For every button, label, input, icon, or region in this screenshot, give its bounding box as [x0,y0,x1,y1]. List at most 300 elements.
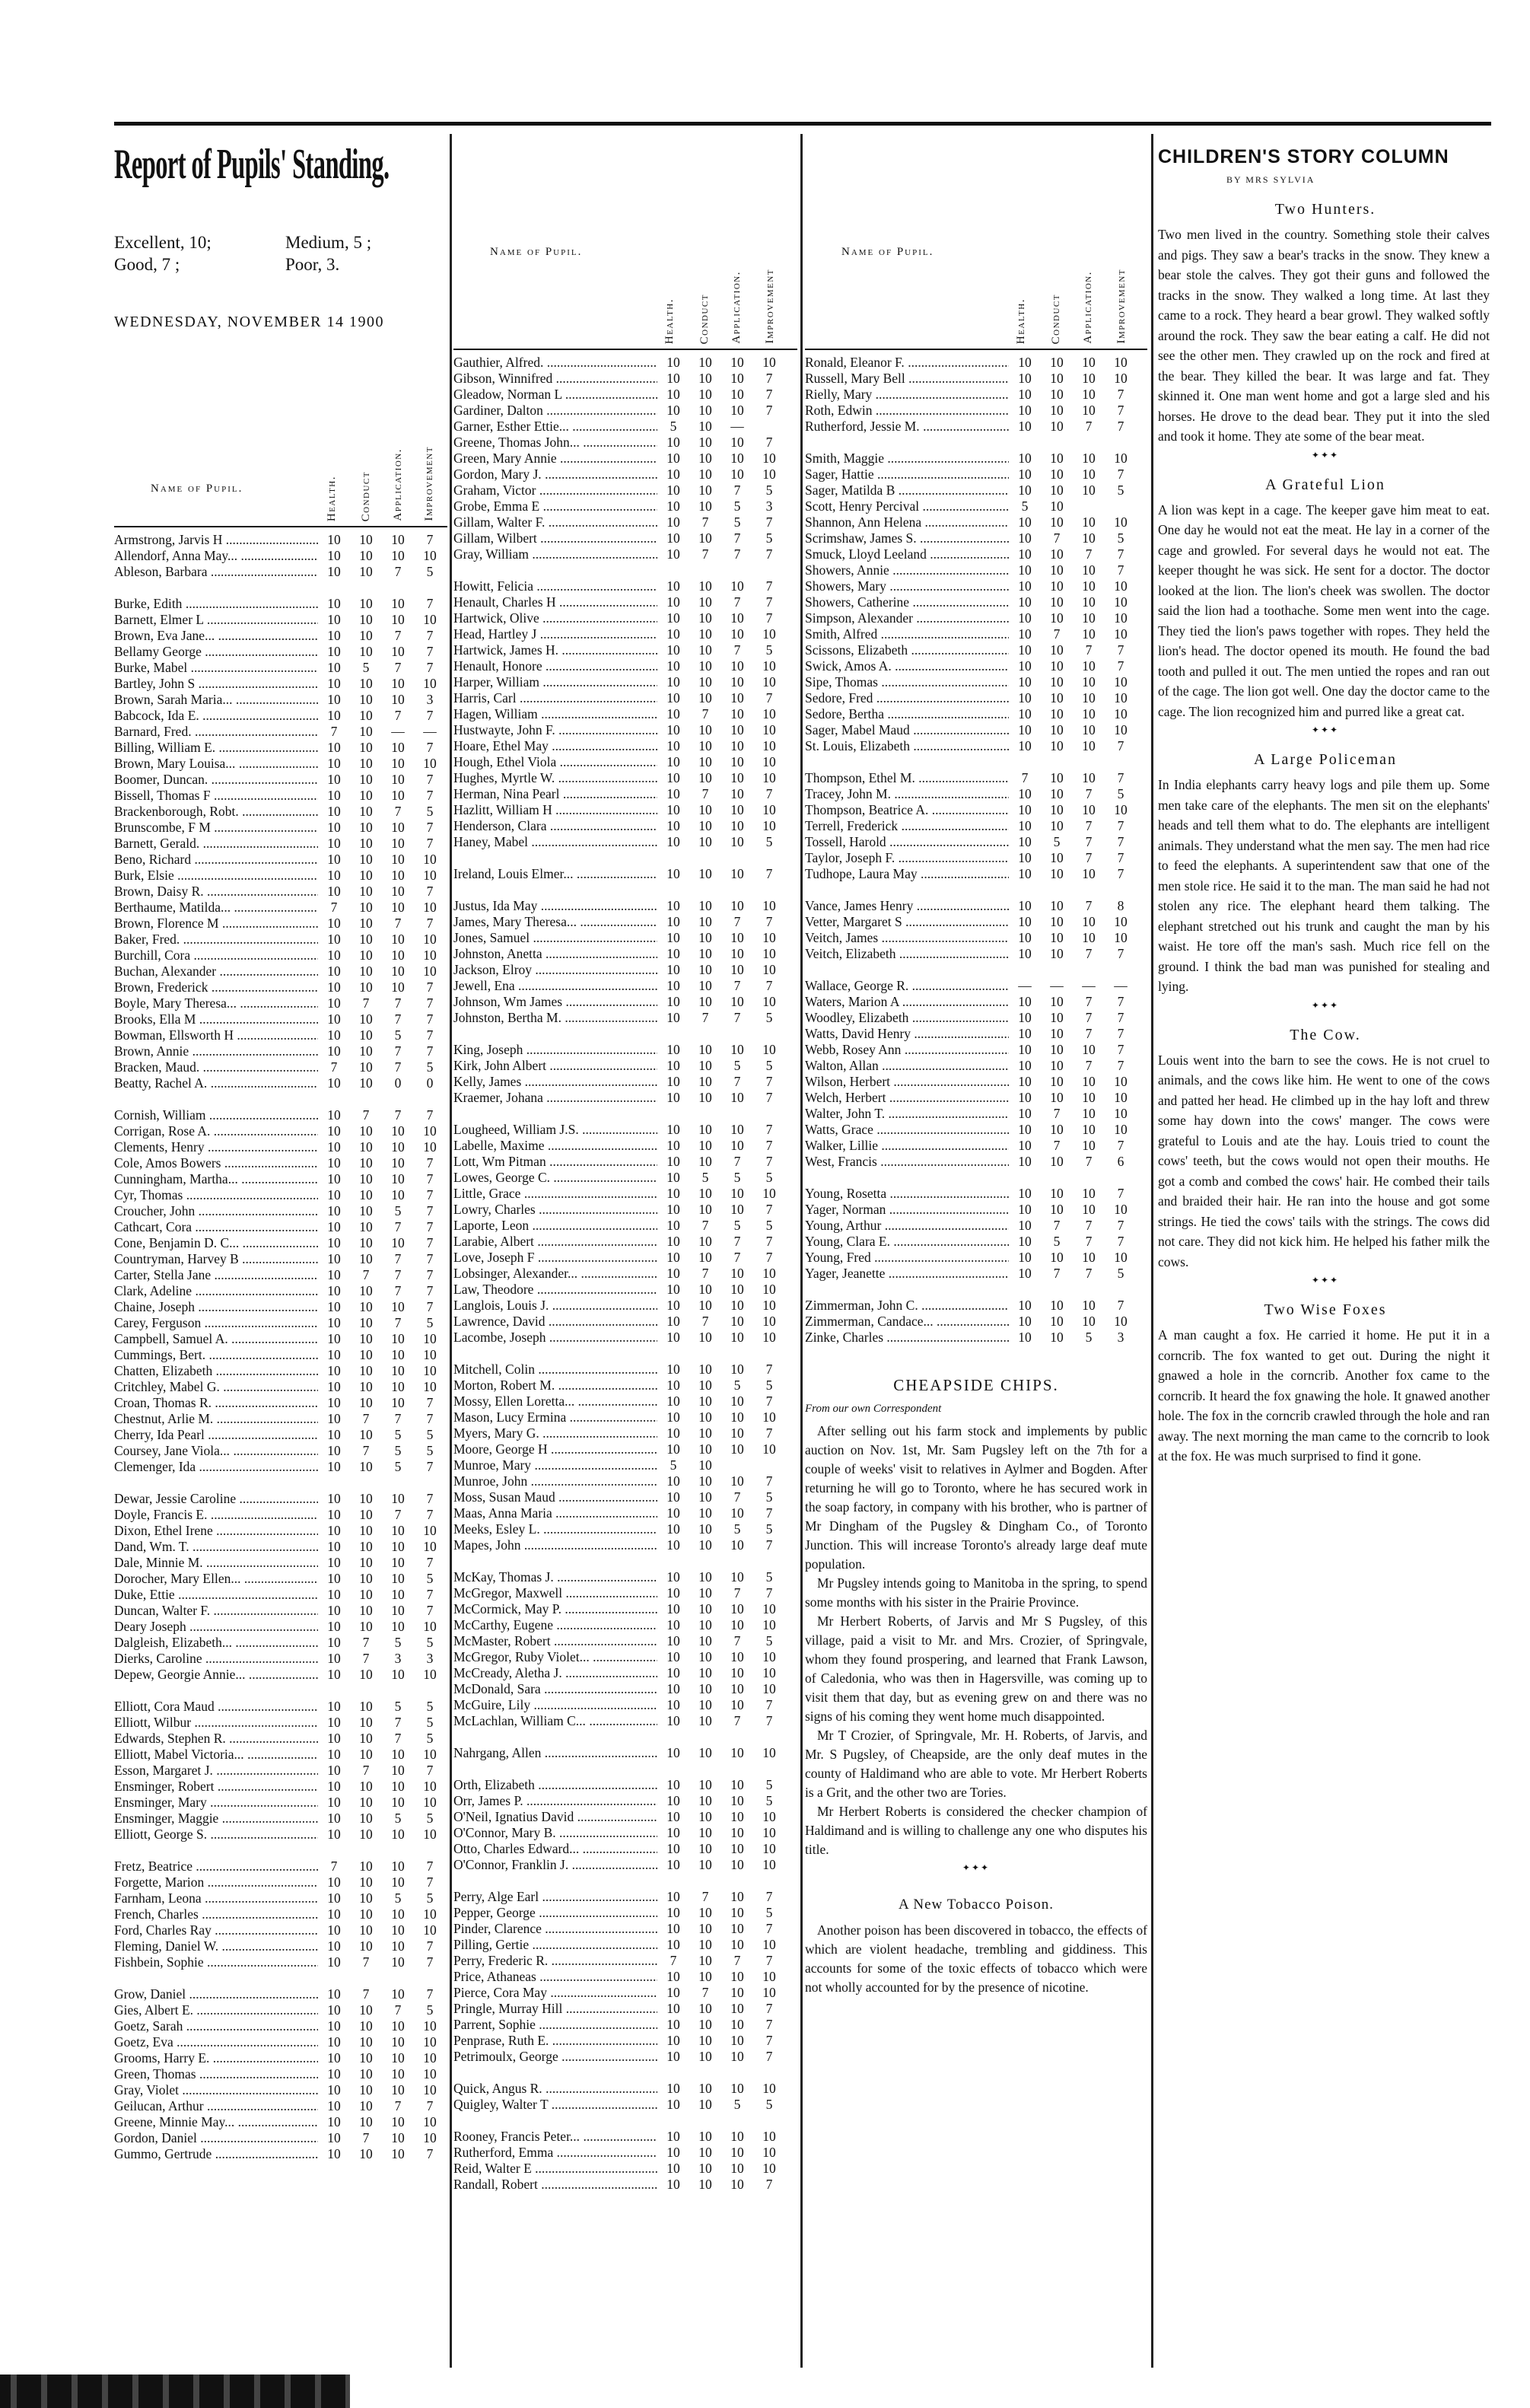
pupil-row [805,1026,1147,1042]
application-score: 10 [391,1779,405,1794]
application-score: 10 [730,1282,744,1297]
pupil-name: Lott, Wm Pitman ..... [453,1154,657,1170]
health-score: 10 [1018,1186,1032,1201]
pupil-name: Jones, Samuel ..... [453,930,657,946]
health-score: 10 [327,1299,341,1314]
improvement-score: 7 [426,1107,434,1123]
application-score: 10 [730,1777,744,1792]
health-score: 10 [666,818,680,833]
pupil-row [114,1779,447,1795]
improvement-score: 5 [1117,1266,1124,1281]
conduct-score: 10 [359,2146,373,2161]
conduct-score: 10 [698,2033,712,2048]
health-score: 10 [327,1587,341,1602]
application-score: 10 [730,658,744,674]
pupil-row [805,834,1147,850]
pupil-row [453,1090,797,1106]
improvement-score: 7 [426,916,434,931]
health-score: 10 [327,1395,341,1410]
pupil-name: Burk, Elsie ..... [114,868,318,884]
pupil-name: Grooms, Harry E. ..... [114,2050,318,2066]
pupil-row [453,658,797,674]
legend-medium: Medium, 5 ; [285,233,372,252]
conduct-score: 10 [359,1619,373,1634]
pupil-row [453,1633,797,1649]
pupil-row [453,1314,797,1330]
pupil-row [114,1427,447,1443]
pupil-row [114,1922,447,1938]
application-score: 7 [733,1585,741,1601]
conduct-score: 10 [698,1202,712,1217]
conduct-score: 10 [1050,1122,1064,1137]
pupil-row [453,451,797,467]
pupil-row [114,1667,447,1683]
application-score: 10 [730,1537,744,1553]
pupil-row [805,626,1147,642]
conduct-score: 10 [1050,610,1064,626]
pupil-row [114,948,447,964]
pupil-name: McCready, Aletha J. ..... [453,1665,657,1681]
application-score: 10 [730,1665,744,1680]
pupil-name: Wilson, Herbert ..... [805,1074,1009,1090]
improvement-score: 3 [1117,1330,1124,1345]
pupil-name: Gardiner, Dalton ..... [453,403,657,419]
application-score: 10 [391,1299,405,1314]
application-score: 10 [1082,355,1096,370]
conduct-score: 10 [359,884,373,899]
pupil-name: Young, Rosetta ..... [805,1186,1009,1202]
improvement-score: 7 [426,660,434,675]
improvement-score: — [1114,978,1128,993]
conduct-score: 10 [359,1427,373,1442]
improvement-score: 7 [426,1203,434,1218]
conduct-score: 7 [701,706,709,721]
health-score: 10 [666,1809,680,1824]
health-score: 10 [327,884,341,899]
health-score: 10 [666,786,680,801]
improvement-score: 7 [426,1299,434,1314]
pupil-name: Kirk, John Albert ..... [453,1058,657,1074]
application-score: 10 [730,706,744,721]
column-rule-3 [1151,134,1153,2368]
pupil-row [114,564,447,580]
pupil-row [453,738,797,754]
pupil-row [453,1489,797,1505]
pupil-row [114,1299,447,1315]
improvement-score: 10 [423,1523,437,1538]
pupil-row [805,1010,1147,1026]
conduct-score: 10 [698,1665,712,1680]
health-score: 10 [1018,802,1032,817]
application-score: 10 [1082,1250,1096,1265]
conduct-score: 10 [698,1921,712,1936]
pupil-row [114,644,447,660]
improvement-score: 7 [765,1713,773,1728]
pupil-row [453,1122,797,1138]
pupil-row [453,690,797,706]
health-score: 10 [666,371,680,386]
conduct-score: 10 [359,1906,373,1922]
improvement-score: 5 [1117,786,1124,801]
improvement-score: 10 [762,1266,776,1281]
conduct-score: 10 [1050,706,1064,721]
improvement-score: 10 [762,626,776,642]
pupil-name: Sedore, Bertha ..... [805,706,1009,722]
conduct-score: 10 [359,1938,373,1954]
conduct-score: 10 [698,1473,712,1489]
conduct-score: 10 [698,898,712,913]
pupil-row [114,2146,447,2162]
conduct-score: 10 [1050,690,1064,706]
pupil-row [453,1809,797,1825]
health-score: 10 [1018,1058,1032,1073]
health-score: 10 [327,916,341,931]
conduct-score: 10 [698,1841,712,1856]
health-score: 10 [327,708,341,723]
pupil-row [114,1235,447,1251]
application-score: 7 [394,708,402,723]
conduct-score: 10 [359,1667,373,1682]
conduct-score: 10 [359,1347,373,1362]
health-score: — [1018,978,1032,993]
health-score: 10 [666,626,680,642]
pupil-row [114,708,447,724]
conduct-score: 10 [359,1587,373,1602]
pupil-row [453,1937,797,1953]
health-score: 10 [327,1379,341,1394]
health-score: 10 [666,1489,680,1505]
pupil-name: James, Mary Theresa... ..... [453,914,657,930]
application-score: 7 [394,1107,402,1123]
application-score: 5 [394,1699,402,1714]
improvement-score: 10 [423,1922,437,1938]
pupil-name: Kelly, James ..... [453,1074,657,1090]
pupil-row [453,1298,797,1314]
pupil-row [805,562,1147,578]
pupil-row [805,1298,1147,1314]
application-score: 10 [730,435,744,450]
application-score: 10 [730,1793,744,1808]
pupil-name: Simpson, Alexander ..... [805,610,1009,626]
pupil-name: Smith, Alfred ..... [805,626,1009,642]
application-score: 10 [730,1681,744,1696]
pupil-row [805,498,1147,514]
health-score: 10 [1018,514,1032,530]
pupil-name: Campbell, Samuel A. ..... [114,1331,318,1347]
improvement-score: 10 [1114,514,1128,530]
health-score: 10 [666,1122,680,1137]
health-score: 10 [1018,834,1032,849]
application-score: 7 [1085,1218,1093,1233]
conduct-score: 10 [698,722,712,737]
pupil-row [805,1058,1147,1074]
pupil-name: West, Francis ..... [805,1154,1009,1170]
application-score: 10 [730,994,744,1009]
conduct-score: 10 [698,1537,712,1553]
health-score: 10 [327,1075,341,1091]
improvement-score: 7 [426,995,434,1011]
pupil-name: Webb, Rosey Ann ..... [805,1042,1009,1058]
application-score: 10 [1082,914,1096,929]
chips-paragraph: After selling out his farm stock and implements by public auction on Nov. 1st, Mr. Sam Pugsley left on the 7th for a couple of weeks' visit to relatives in Aylmer and Bogden. After returning he will go to Toronto, where he has secured work in the soap factory, in company with his brother, who is partner of Mr Dingham of the Pugsley & Dingham Co., of Toronto Junction. This will increase Toronto's already large deaf mute population. [805,1423,1147,1572]
health-score: 10 [666,642,680,658]
conduct-score: 10 [698,1282,712,1297]
conduct-score: 10 [698,1569,712,1585]
application-score: 7 [1085,834,1093,849]
improvement-score: 7 [426,1555,434,1570]
improvement-score: 7 [765,1537,773,1553]
health-score: 10 [327,1507,341,1522]
pupil-name: Lobsinger, Alexander... ..... [453,1266,657,1282]
application-score: 10 [730,626,744,642]
improvement-score: 7 [765,1202,773,1217]
pupil-row [453,1889,797,1905]
application-score: 10 [730,1809,744,1824]
pupil-row [805,642,1147,658]
pupil-name: Orth, Elizabeth ..... [453,1777,657,1793]
conduct-score: 10 [359,979,373,995]
application-score: 7 [733,594,741,610]
pupil-row [453,2161,797,2177]
application-score: 10 [730,403,744,418]
application-score: 10 [391,1395,405,1410]
health-score: 10 [666,1441,680,1457]
pupil-row [453,1378,797,1394]
pupil-row [114,756,447,772]
pupil-row [114,1811,447,1827]
health-score: 10 [666,594,680,610]
conduct-score: 5 [362,660,370,675]
improvement-score: 10 [1114,610,1128,626]
application-score: 7 [1085,1026,1093,1041]
application-score: 10 [391,756,405,771]
improvement-score: 5 [765,642,773,658]
conduct-score: 10 [359,1363,373,1378]
pupil-name: Forgette, Marion ..... [114,1874,318,1890]
application-score: 5 [394,1427,402,1442]
application-score: 10 [391,1859,405,1874]
header-rule [114,526,447,527]
application-score: 10 [730,1314,744,1329]
conduct-score: 10 [698,2145,712,2160]
conduct-score: 10 [698,371,712,386]
pupil-row [114,2050,447,2066]
application-score: 7 [733,1154,741,1169]
improvement-score: 7 [426,1283,434,1298]
header-application: Application. [392,448,404,521]
pupil-name: Carey, Ferguson ..... [114,1315,318,1331]
health-score: 10 [327,756,341,771]
pupil-name: Farnham, Leona ..... [114,1890,318,1906]
pupil-row [453,1218,797,1234]
pupil-name: Elliott, Mabel Victoria... ..... [114,1747,318,1763]
application-score: 10 [730,1122,744,1137]
conduct-score: 10 [698,1457,712,1473]
pupil-row [453,371,797,387]
application-score: 7 [733,1010,741,1025]
improvement-score: 10 [762,1937,776,1952]
conduct-score: 10 [698,866,712,881]
pupil-row [114,1363,447,1379]
conduct-score: 10 [698,1090,712,1105]
application-score: 7 [394,564,402,579]
health-score: 10 [1018,562,1032,578]
pupil-name: Burke, Mabel ..... [114,660,318,676]
conduct-score: 10 [698,1809,712,1824]
improvement-score: 10 [762,802,776,817]
pupil-name: Johnson, Wm James ..... [453,994,657,1010]
application-score: 7 [394,2002,402,2018]
improvement-score: 7 [426,772,434,787]
application-score: 7 [733,978,741,993]
conduct-score: 10 [1050,467,1064,482]
pupil-row [453,722,797,738]
pupil-name: Chatten, Elizabeth ..... [114,1363,318,1379]
application-score: 10 [730,770,744,785]
header-conduct: Conduct [1050,293,1062,344]
improvement-score: 7 [765,2049,773,2064]
improvement-score: 10 [762,1969,776,1984]
improvement-score: 3 [765,498,773,514]
conduct-score: 10 [359,2082,373,2097]
application-score: 10 [391,1331,405,1346]
improvement-score: 10 [423,868,437,883]
application-score: 10 [730,1937,744,1952]
pupil-name: Moss, Susan Maud ..... [453,1489,657,1505]
pupil-name: Boyle, Mary Theresa... ..... [114,995,318,1011]
improvement-score: 10 [1114,1202,1128,1217]
pupil-row [114,1954,447,1970]
improvement-score: 7 [1117,1026,1124,1041]
application-score: 7 [733,530,741,546]
pupil-name: Deary Joseph ..... [114,1619,318,1635]
pupil-row [805,738,1147,754]
pupil-row [805,770,1147,786]
application-score: 7 [733,1250,741,1265]
conduct-score: 10 [359,948,373,963]
health-score: 10 [1018,355,1032,370]
improvement-score: 10 [423,1795,437,1810]
pupil-name: Justus, Ida May ..... [453,898,657,914]
pupil-name: Green, Thomas ..... [114,2066,318,2082]
pupil-name: Sedore, Fred ..... [805,690,1009,706]
conduct-score: 10 [359,1283,373,1298]
application-score: 7 [394,995,402,1011]
improvement-score: 10 [423,900,437,915]
pupil-row [453,1953,797,1969]
conduct-score: 7 [701,1218,709,1233]
improvement-score: 7 [1117,467,1124,482]
health-score: 10 [666,1937,680,1952]
header-conduct: Conduct [360,470,372,521]
pupil-row [453,674,797,690]
application-score: 10 [391,1938,405,1954]
application-score: 10 [391,1747,405,1762]
pupil-name: Quick, Angus R. ..... [453,2081,657,2097]
pupil-rows [114,532,447,2162]
health-score: 10 [1018,786,1032,801]
pupil-name: McKay, Thomas J. ..... [453,1569,657,1585]
pupil-name: Ableson, Barbara ..... [114,564,318,580]
improvement-score: 10 [1114,1122,1128,1137]
improvement-score: 7 [1117,994,1124,1009]
pupil-name: Shannon, Ann Helena ..... [805,514,1009,530]
health-score: 10 [666,1921,680,1936]
health-score: 10 [666,1330,680,1345]
health-score: 10 [327,1779,341,1794]
pupil-name: Sipe, Thomas ..... [805,674,1009,690]
pupil-row [114,1555,447,1571]
improvement-score: 7 [426,1219,434,1234]
improvement-score: 10 [423,756,437,771]
pupil-name: Hoare, Ethel May ..... [453,738,657,754]
health-score: 10 [327,1603,341,1618]
health-score: 10 [327,836,341,851]
health-score: 10 [1018,371,1032,386]
application-score: 10 [730,834,744,849]
health-score: 10 [327,1763,341,1778]
conduct-score: 10 [698,1394,712,1409]
application-score: 10 [391,788,405,803]
improvement-score: 7 [765,866,773,881]
pupil-row [453,2129,797,2145]
conduct-score: 10 [698,690,712,706]
health-score: 10 [327,1315,341,1330]
application-score: — [1082,978,1096,993]
health-score: 7 [330,1059,338,1075]
conduct-score: 5 [1053,834,1061,849]
pupil-name: Veitch, James ..... [805,930,1009,946]
pupil-row [114,596,447,612]
pupil-name: Watts, Grace ..... [805,1122,1009,1138]
health-score: 10 [327,1523,341,1538]
pupil-name: Harris, Carl ..... [453,690,657,706]
improvement-score: 10 [762,738,776,753]
health-score: 10 [327,964,341,979]
improvement-score: 10 [423,1827,437,1842]
application-score: 7 [733,546,741,562]
conduct-score: 10 [698,387,712,402]
conduct-score: 7 [701,514,709,530]
pupil-name: Brown, Florence M ..... [114,916,318,932]
pupil-row [453,1569,797,1585]
group-gap [805,1282,1147,1298]
pupil-row [453,626,797,642]
health-score: 10 [327,2066,341,2082]
conduct-score: 7 [1053,1138,1061,1153]
health-score: 10 [327,1890,341,1906]
improvement-score: 7 [426,1411,434,1426]
pupil-name: Countryman, Harvey B ..... [114,1251,318,1267]
improvement-score: 7 [765,2001,773,2016]
health-score: 10 [327,628,341,643]
pupil-name: Scissons, Elizabeth ..... [805,642,1009,658]
health-score: 10 [327,1219,341,1234]
pupil-row [453,898,797,914]
conduct-score: 10 [1050,451,1064,466]
improvement-score: 5 [765,1010,773,1025]
application-score: 7 [733,1074,741,1089]
conduct-score: 10 [359,1491,373,1506]
application-score: 5 [733,1058,741,1073]
improvement-score: 10 [762,2145,776,2160]
header-application: Application. [1082,271,1094,344]
pupil-name: Dierks, Caroline ..... [114,1651,318,1667]
improvement-score: 10 [762,1601,776,1616]
pupil-row [453,1441,797,1457]
health-score: 10 [327,1171,341,1186]
pupil-row [805,1218,1147,1234]
